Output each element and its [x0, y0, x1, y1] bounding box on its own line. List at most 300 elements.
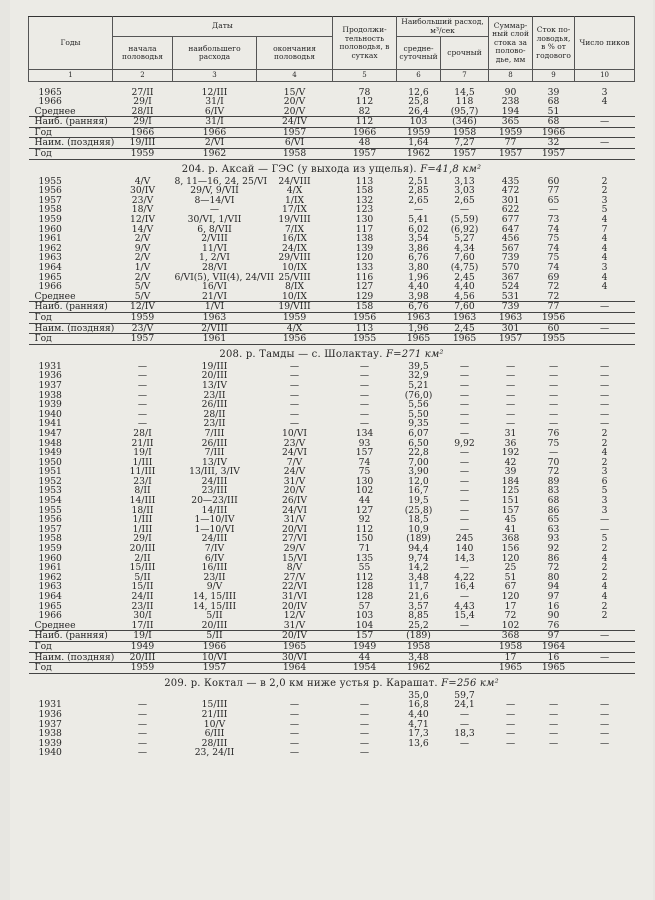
table-cell: 65: [547, 514, 560, 526]
table-cell: —: [289, 370, 300, 382]
table-cell: 19/III: [201, 360, 228, 372]
table-cell: 1962: [397, 663, 441, 674]
table-cell: —: [289, 408, 300, 420]
table-cell: 1965: [489, 663, 533, 674]
table-cell: 113: [333, 323, 397, 334]
header-years: Годы: [29, 17, 113, 70]
table-cell: 3: [601, 504, 608, 516]
table-cell: 140: [455, 543, 474, 555]
table-row: [29, 117, 635, 128]
table-cell: 31/I: [205, 96, 224, 108]
table-cell: —: [289, 728, 300, 740]
table-cell: 55: [358, 562, 371, 574]
row-label: 1955: [38, 504, 62, 516]
row-label: 1931: [38, 699, 62, 711]
table-cell: 18/V: [131, 204, 154, 216]
table-cell: —: [459, 514, 470, 526]
table-row: [29, 563, 635, 573]
table-cell: —: [289, 360, 300, 372]
table-cell: 5/II: [206, 610, 223, 622]
table-cell: 13,6: [408, 737, 429, 749]
table-cell: 4: [601, 447, 608, 459]
table-cell: 60: [547, 175, 560, 187]
table-cell: 677: [501, 214, 520, 226]
table-cell: 3,13: [454, 175, 475, 187]
table-cell: 39,5: [408, 360, 429, 372]
table-cell: —: [137, 718, 148, 730]
table-cell: 13/III, 3/IV: [189, 466, 240, 478]
table-cell: 1962: [173, 149, 257, 160]
table-cell: 75: [358, 466, 371, 478]
table-row: [29, 273, 635, 283]
table-cell: 5,50: [408, 408, 429, 420]
table-cell: 36: [504, 437, 517, 449]
table-cell: —: [505, 399, 516, 411]
table-cell: —: [359, 418, 370, 430]
row-label: 1965: [38, 271, 62, 283]
table-cell: 17/II: [113, 621, 173, 631]
row-label: 1962: [38, 571, 62, 583]
table-cell: 1956: [257, 334, 333, 345]
table-cell: 15/V: [283, 86, 306, 98]
table-row: [29, 205, 635, 215]
table-cell: —: [137, 737, 148, 749]
table-cell: 1—10/IV: [194, 514, 235, 526]
table-cell: 1958: [257, 149, 333, 160]
table-cell: 25/VIII: [278, 271, 311, 283]
table-cell: [575, 621, 635, 631]
table-cell: 31: [504, 427, 517, 439]
table-cell: —: [413, 204, 424, 216]
table-row: [29, 458, 635, 468]
table-cell: 1964: [257, 663, 333, 674]
table-row: [29, 253, 635, 263]
table-cell: 30/VI: [257, 652, 333, 663]
table-cell: 1955: [533, 334, 575, 345]
table-cell: —: [599, 360, 610, 372]
table-cell: 8—14/VI: [194, 194, 235, 206]
table-cell: 27/VI: [281, 533, 308, 545]
table-cell: —: [505, 370, 516, 382]
table-row: [29, 729, 635, 739]
table-cell: 739: [489, 302, 533, 313]
table-cell: 76: [547, 427, 560, 439]
table-cell: —: [459, 427, 470, 439]
row-label: 1939: [38, 737, 62, 749]
table-cell: 92: [358, 514, 371, 526]
table-cell: 9,92: [454, 437, 475, 449]
table-cell: 12,6: [408, 86, 429, 98]
table-cell: 2: [601, 571, 608, 583]
table-cell: —: [359, 708, 370, 720]
table-cell: 72: [547, 281, 560, 293]
table-cell: 16,7: [408, 485, 429, 497]
table-row: [29, 234, 635, 244]
table-cell: —: [505, 408, 516, 420]
table-cell: 435: [501, 175, 520, 187]
table-cell: 16: [547, 600, 560, 612]
table-cell: 21/III: [201, 708, 228, 720]
table-cell: 23/V: [131, 194, 154, 206]
table-cell: 1965: [257, 641, 333, 652]
table-cell: 57: [358, 600, 371, 612]
table-row: [29, 739, 635, 749]
table-cell: —: [548, 728, 559, 740]
table-cell: —: [575, 138, 635, 149]
table-cell: 23/V: [113, 323, 173, 334]
table-cell: 156: [501, 543, 520, 555]
table-row: [29, 97, 635, 107]
table-cell: 112: [333, 117, 397, 128]
table-cell: —: [548, 399, 559, 411]
table-cell: 19/VIII: [278, 214, 311, 226]
table-cell: —: [359, 718, 370, 730]
table-cell: —: [548, 718, 559, 730]
table-row: [29, 748, 635, 758]
table-cell: 16: [533, 652, 575, 663]
table-cell: —: [359, 699, 370, 711]
table-cell: 1957: [533, 149, 575, 160]
table-cell: 3: [601, 86, 608, 98]
table-cell: 1958: [397, 641, 441, 652]
table-cell: 4/X: [286, 185, 303, 197]
table-cell: 11/VI: [201, 242, 228, 254]
table-row: [29, 631, 635, 642]
table-row: [29, 554, 635, 564]
header-total-runoff: Суммар- ный слой стока за полово- дье, мм: [489, 17, 533, 70]
table-cell: 301: [501, 194, 520, 206]
table-cell: 6/III: [204, 728, 225, 740]
table-cell: 103: [355, 610, 374, 622]
table-cell: 4,43: [454, 600, 475, 612]
table-cell: [441, 663, 489, 674]
table-cell: —: [599, 523, 610, 535]
table-cell: —: [548, 408, 559, 420]
table-cell: 27/V: [283, 571, 306, 583]
table-cell: 5/II: [134, 571, 151, 583]
table-cell: —: [359, 379, 370, 391]
table-cell: 15/III: [201, 699, 228, 711]
table-cell: 7/IX: [284, 223, 305, 235]
table-row: [29, 467, 635, 477]
table-cell: 4: [601, 233, 608, 245]
table-row: [29, 663, 635, 674]
table-cell: 622: [501, 204, 520, 216]
table-cell: 7/III: [204, 447, 225, 459]
table-cell: —: [459, 399, 470, 411]
table-cell: —: [289, 418, 300, 430]
table-cell: 4: [601, 552, 608, 564]
table-cell: 2/VIII: [201, 233, 228, 245]
table-cell: —: [359, 737, 370, 749]
table-row: [29, 362, 635, 372]
table-cell: 67: [504, 581, 517, 593]
row-label: 1949: [38, 447, 62, 459]
table-cell: 158: [355, 185, 374, 197]
table-cell: 130: [355, 214, 374, 226]
table-cell: —: [459, 475, 470, 487]
table-cell: 2: [601, 437, 608, 449]
table-cell: —: [599, 718, 610, 730]
table-cell: 71: [358, 543, 371, 555]
table-cell: 365: [489, 117, 533, 128]
table-cell: 94: [547, 581, 560, 593]
table-cell: 14,5: [454, 86, 475, 98]
table-cell: —: [137, 699, 148, 711]
table-cell: 472: [501, 185, 520, 197]
table-cell: [575, 641, 635, 652]
table-cell: 70: [547, 456, 560, 468]
table-cell: 30/VI, 1/VII: [187, 214, 242, 226]
table-cell: 2/VIII: [173, 323, 257, 334]
table-cell: 20/III: [129, 543, 156, 555]
table-cell: 5/V: [113, 292, 173, 302]
table-cell: 93: [358, 437, 371, 449]
header-instant: срочный: [441, 37, 489, 70]
table-cell: —: [137, 418, 148, 430]
table-row: [29, 292, 635, 302]
table-row: [29, 149, 635, 160]
row-label: 1939: [38, 399, 62, 411]
table-cell: 48: [333, 138, 397, 149]
row-label: 1960: [38, 552, 62, 564]
table-cell: 90: [504, 86, 517, 98]
row-label: Наиб. (ранняя): [29, 302, 113, 313]
table-row: [29, 282, 635, 292]
table-cell: 133: [355, 262, 374, 273]
table-cell: 28/I: [133, 427, 152, 439]
table-cell: 28/III: [201, 737, 228, 749]
table-cell: 6,50: [408, 437, 429, 449]
table-cell: 24,1: [454, 699, 475, 711]
table-cell: 3,48: [397, 652, 441, 663]
table-cell: 23/II: [203, 389, 226, 401]
row-label: 1931: [38, 360, 62, 372]
table-cell: 112: [355, 571, 374, 583]
table-cell: 59,7: [454, 689, 475, 701]
table-cell: 5,21: [408, 379, 429, 391]
table-cell: 1954: [333, 663, 397, 674]
row-label: 1958: [38, 204, 62, 216]
table-cell: 368: [501, 533, 520, 545]
table-cell: 5: [601, 204, 608, 216]
table-cell: 10/V: [203, 718, 226, 730]
table-cell: 1,96: [408, 271, 429, 283]
table-cell: 2: [601, 543, 608, 555]
table-cell: 1955: [333, 334, 397, 345]
table-cell: 3,54: [408, 233, 429, 245]
table-cell: [575, 127, 635, 138]
table-cell: 116: [355, 271, 374, 283]
table-cell: 2: [601, 185, 608, 197]
row-label: Наим. (поздняя): [29, 652, 113, 663]
header-dates-group: Даты: [113, 17, 333, 37]
table-row: [29, 429, 635, 439]
table-cell: 10/VI: [173, 652, 257, 663]
table-cell: 18/II: [131, 504, 154, 516]
table-cell: 7,60: [454, 252, 475, 264]
table-cell: —: [137, 728, 148, 740]
table-row: [29, 477, 635, 487]
table-cell: 1/VI: [173, 302, 257, 313]
table-cell: 23/II: [203, 418, 226, 430]
table-cell: —: [359, 360, 370, 372]
row-label: Год: [29, 334, 113, 345]
row-label: 1957: [38, 194, 62, 206]
table-cell: 15/III: [129, 562, 156, 574]
table-cell: 31/V: [283, 475, 306, 487]
table-cell: 12/IV: [113, 302, 173, 313]
table-cell: 20—23/III: [191, 495, 238, 507]
table-cell: —: [289, 718, 300, 730]
table-cell: 31/VI: [281, 591, 308, 602]
row-label: Наим. (поздняя): [29, 323, 113, 334]
table-cell: 3,48: [408, 571, 429, 583]
catchment-area: F=256 км²: [441, 677, 499, 689]
table-cell: 28/VI: [201, 262, 228, 273]
table-cell: 3,80: [408, 262, 429, 273]
table-row: [29, 573, 635, 583]
table-cell: —: [359, 389, 370, 401]
table-cell: 11,7: [408, 581, 429, 593]
table-cell: 26/IV: [281, 495, 308, 507]
table-cell: 72: [533, 292, 575, 302]
table-cell: 20/IV: [257, 631, 333, 642]
table-cell: 7,27: [441, 138, 489, 149]
table-cell: 1966: [333, 127, 397, 138]
table-cell: —: [575, 631, 635, 642]
row-label: 1956: [38, 514, 62, 526]
table-cell: 238: [501, 96, 520, 108]
table-cell: 1965: [441, 334, 489, 345]
table-cell: —: [548, 389, 559, 401]
table-row: [29, 302, 635, 313]
table-cell: —: [548, 447, 559, 459]
table-cell: 1966: [173, 641, 257, 652]
table-cell: 6,07: [408, 427, 429, 439]
table-cell: 139: [355, 242, 374, 254]
table-cell: 129: [333, 292, 397, 302]
row-label: Год: [29, 127, 113, 138]
table-cell: 4: [601, 252, 608, 264]
table-cell: —: [459, 408, 470, 420]
table-cell: —: [289, 737, 300, 749]
table-cell: 94,4: [408, 543, 429, 555]
table-cell: —: [137, 360, 148, 372]
table-cell: 1959: [489, 127, 533, 138]
table-cell: 22,8: [408, 447, 429, 459]
table-cell: [441, 748, 489, 758]
table-cell: 29/VIII: [278, 252, 311, 264]
table-cell: 4,56: [441, 292, 489, 302]
table-cell: 8/IX: [284, 281, 305, 293]
table-cell: 102: [355, 485, 374, 497]
table-cell: 5,27: [454, 233, 475, 245]
table-cell: 6,76: [408, 252, 429, 264]
row-label: 1948: [38, 437, 62, 449]
table-cell: 8/II: [134, 485, 151, 497]
row-label: 1966: [38, 96, 62, 108]
table-cell: 1965: [533, 663, 575, 674]
table-cell: [489, 748, 533, 758]
table-cell: 1963: [441, 312, 489, 323]
table-cell: 10,9: [408, 523, 429, 535]
table-row: [29, 244, 635, 254]
table-cell: 68: [547, 96, 560, 108]
table-cell: 1964: [533, 641, 575, 652]
header-max-discharge-group: Наибольший расход, м³/сек: [397, 17, 489, 37]
table-cell: 134: [355, 427, 374, 439]
table-cell: 117: [355, 223, 374, 235]
table-cell: (4,75): [450, 262, 479, 273]
table-cell: (189): [397, 631, 441, 642]
table-cell: [575, 748, 635, 758]
table-cell: —: [599, 699, 610, 711]
table-cell: 1961: [173, 334, 257, 345]
table-cell: —: [459, 523, 470, 535]
table-cell: 68: [533, 117, 575, 128]
table-cell: [575, 334, 635, 345]
table-cell: 27/II: [131, 86, 154, 98]
row-label: 1936: [38, 370, 62, 382]
table-cell: 22/VI: [281, 581, 308, 593]
table-cell: 4: [601, 96, 608, 108]
table-cell: 1959: [113, 149, 173, 160]
row-label: 1941: [38, 418, 62, 430]
table-cell: —: [441, 621, 489, 631]
table-cell: 45: [504, 514, 517, 526]
table-cell: 74: [547, 242, 560, 254]
table-cell: 1957: [257, 127, 333, 138]
table-cell: (25,8): [404, 504, 433, 516]
table-cell: —: [548, 204, 559, 216]
row-label: 1961: [38, 233, 62, 245]
table-cell: 12,0: [408, 475, 429, 487]
table-cell: 90: [547, 610, 560, 622]
row-label: 1965: [38, 600, 62, 612]
table-cell: 4/V: [134, 175, 151, 187]
table-cell: 8/V: [286, 562, 303, 574]
table-cell: 72: [547, 562, 560, 574]
table-cell: 9/V: [134, 242, 151, 254]
table-cell: 184: [501, 475, 520, 487]
table-cell: (346): [441, 117, 489, 128]
table-cell: —: [459, 708, 470, 720]
table-row: [29, 400, 635, 410]
catchment-area: F=271 км²: [385, 348, 444, 360]
table-cell: —: [459, 360, 470, 372]
table-cell: 35,0: [408, 689, 429, 701]
row-label: 1963: [38, 581, 62, 593]
table-cell: 1963: [489, 312, 533, 323]
table-cell: —: [599, 728, 610, 740]
table-cell: —: [505, 360, 516, 372]
column-number: 2: [113, 70, 173, 82]
table-cell: 32: [533, 138, 575, 149]
table-row: [29, 641, 635, 652]
table-cell: 17: [504, 600, 517, 612]
table-row: [29, 515, 635, 525]
table-cell: 24/II: [131, 591, 154, 602]
table-cell: 130: [355, 475, 374, 487]
table-cell: 120: [501, 591, 520, 602]
table-cell: 24/IV: [257, 117, 333, 128]
table-cell: —: [137, 389, 148, 401]
table-cell: 16/IX: [282, 233, 307, 245]
table-cell: 13/IV: [201, 379, 228, 391]
table-cell: 39: [547, 86, 560, 98]
table-row: [29, 691, 635, 701]
